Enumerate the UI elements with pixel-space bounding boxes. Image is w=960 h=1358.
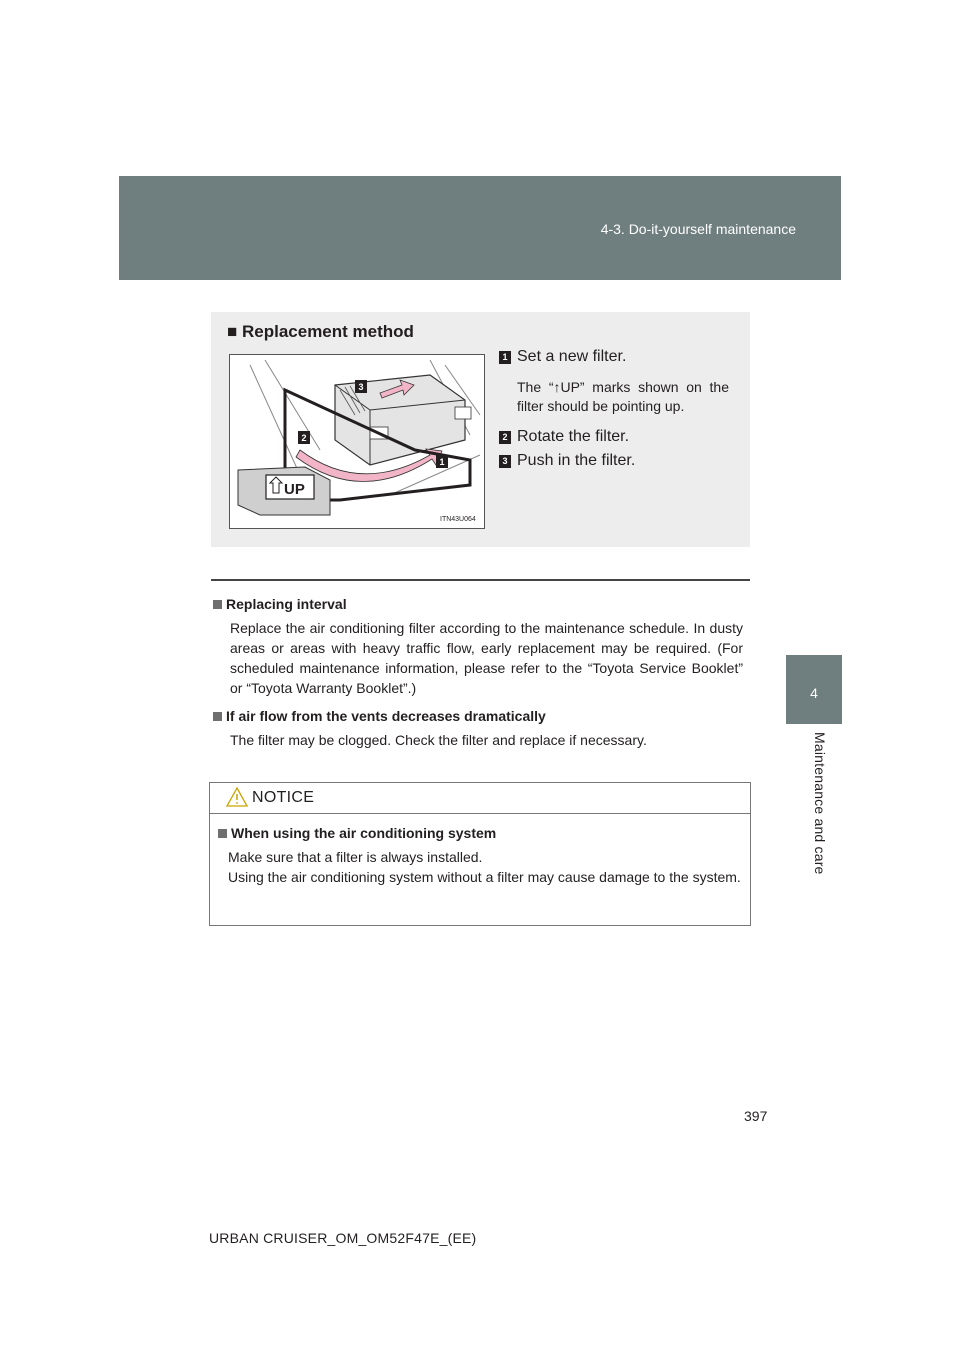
- figure-code: ITN43U064: [440, 516, 476, 523]
- figure-up-label: UP: [284, 481, 305, 498]
- replacement-method-box: [211, 312, 750, 547]
- notice-heading: [218, 825, 743, 841]
- notice-body: [228, 847, 743, 887]
- svg-text:1: 1: [439, 457, 445, 467]
- warning-triangle-icon: [226, 787, 248, 807]
- info-body: The filter may be clogged. Check the filter and replace if necessary.: [230, 732, 647, 748]
- section-divider: [211, 579, 750, 581]
- step-text: Push in the filter.: [517, 452, 636, 469]
- notice-line: Make sure that a filter is always installed.: [228, 849, 483, 865]
- notice-heading-text: When using the air conditioning system: [231, 825, 497, 841]
- step-text: Set a new filter.: [517, 348, 627, 365]
- notice-content: [228, 825, 743, 887]
- info-heading: [213, 708, 743, 724]
- step-text: Rotate the filter.: [517, 428, 630, 445]
- section-title: 4-3. Do-it-yourself maintenance: [600, 221, 796, 237]
- info-body: Replace the air conditioning filter according to the maintenance schedule. In dusty areas or areas with heavy traffic flow, early replacement may be required. (For scheduled maintenance information, please refer to the “Toyota Service Booklet” or “Toyota Warranty Booklet”.): [230, 620, 743, 696]
- info-section: [213, 596, 743, 760]
- step-item: [499, 348, 729, 366]
- info-heading-text: Replacing interval: [226, 596, 347, 612]
- notice-line: Using the air conditioning system without a filter may cause damage to the system.: [228, 869, 741, 885]
- document-footer: URBAN CRUISER_OM_OM52F47E_(EE): [209, 1230, 477, 1246]
- square-bullet-icon: [213, 600, 222, 609]
- step-note: The “↑UP” marks shown on the filter should be pointing up.: [517, 379, 729, 414]
- square-bullet-icon: [218, 829, 227, 838]
- info-heading: [213, 596, 743, 612]
- chapter-label: Maintenance and care: [812, 732, 828, 875]
- step-number: 2: [499, 431, 511, 444]
- filter-diagram: [230, 355, 484, 528]
- step-item: [499, 452, 729, 470]
- notice-label: NOTICE: [252, 789, 315, 806]
- step-list: [499, 348, 729, 476]
- step-item: [499, 428, 729, 446]
- step-number: 3: [499, 455, 511, 468]
- svg-text:2: 2: [301, 433, 307, 443]
- svg-text:3: 3: [358, 382, 364, 392]
- filter-illustration: [229, 354, 485, 529]
- chapter-tab: [786, 655, 842, 724]
- notice-box: [209, 782, 751, 926]
- step-number: 1: [499, 351, 511, 364]
- notice-header: [210, 783, 750, 814]
- info-heading-text: If air flow from the vents decreases dramatically: [226, 708, 546, 724]
- chapter-number: 4: [810, 685, 818, 701]
- page-number: 397: [744, 1108, 768, 1124]
- square-bullet-icon: [213, 712, 222, 721]
- replacement-method-title: ■ Replacement method: [227, 322, 414, 341]
- chapter-header: [119, 176, 841, 280]
